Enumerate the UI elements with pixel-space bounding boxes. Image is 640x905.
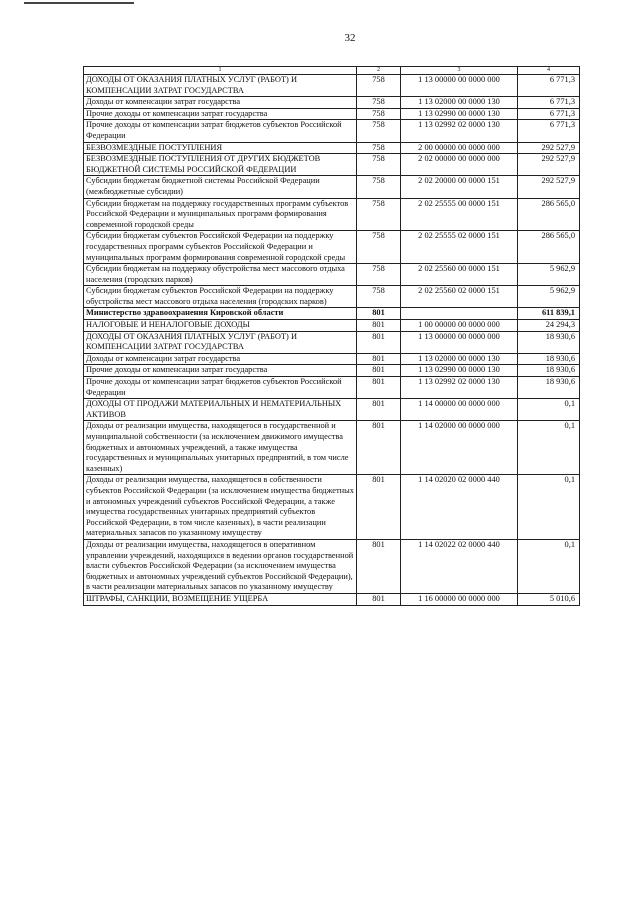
cell-amount: 0,1 xyxy=(518,539,580,593)
cell-amount: 6 771,3 xyxy=(518,97,580,109)
cell-admin-code: 801 xyxy=(357,475,401,540)
table-row xyxy=(84,308,580,320)
cell-name: Субсидии бюджетам на поддержку обустройства мест массового отдыха населения (городских парков) xyxy=(84,264,357,286)
cell-budget-code: 2 02 25560 00 0000 151 xyxy=(401,264,518,286)
cell-admin-code: 801 xyxy=(357,377,401,399)
cell-name: Прочие доходы от компенсации затрат государства xyxy=(84,108,357,120)
cell-amount: 18 930,6 xyxy=(518,353,580,365)
cell-name: ДОХОДЫ ОТ ОКАЗАНИЯ ПЛАТНЫХ УСЛУГ (РАБОТ) И КОМПЕНСАЦИИ ЗАТРАТ ГОСУДАРСТВА xyxy=(84,75,357,97)
table-row xyxy=(84,320,580,332)
cell-admin-code: 758 xyxy=(357,97,401,109)
table-row xyxy=(84,365,580,377)
cell-admin-code: 801 xyxy=(357,399,401,421)
cell-admin-code: 801 xyxy=(357,308,401,320)
header-col-4: 4 xyxy=(518,67,580,75)
cell-amount: 5 962,9 xyxy=(518,286,580,308)
table-row xyxy=(84,142,580,154)
cell-admin-code: 801 xyxy=(357,593,401,605)
table-row xyxy=(84,286,580,308)
table-row xyxy=(84,108,580,120)
cell-amount: 24 294,3 xyxy=(518,320,580,332)
cell-admin-code: 801 xyxy=(357,320,401,332)
cell-name: Субсидии бюджетам субъектов Российской Федерации на поддержку государственных программ субъектов Российской Федерации и муниципальных программ формирования современной городской среды xyxy=(84,231,357,264)
table-row xyxy=(84,231,580,264)
cell-name: Доходы от компенсации затрат государства xyxy=(84,353,357,365)
cell-amount: 5 962,9 xyxy=(518,264,580,286)
cell-name: Прочие доходы от компенсации затрат бюджетов субъектов Российской Федерации xyxy=(84,377,357,399)
cell-budget-code: 2 02 00000 00 0000 000 xyxy=(401,154,518,176)
table-row xyxy=(84,198,580,231)
cell-name: Прочие доходы от компенсации затрат бюджетов субъектов Российской Федерации xyxy=(84,120,357,142)
cell-amount: 286 565,0 xyxy=(518,198,580,231)
table-row xyxy=(84,75,580,97)
cell-budget-code: 1 13 02990 00 0000 130 xyxy=(401,108,518,120)
cell-name: Прочие доходы от компенсации затрат государства xyxy=(84,365,357,377)
cell-admin-code: 758 xyxy=(357,231,401,264)
cell-admin-code: 758 xyxy=(357,154,401,176)
cell-budget-code: 1 14 02000 00 0000 000 xyxy=(401,421,518,475)
cell-amount: 0,1 xyxy=(518,421,580,475)
table-row xyxy=(84,97,580,109)
table-row xyxy=(84,475,580,540)
cell-budget-code: 1 13 00000 00 0000 000 xyxy=(401,331,518,353)
table-row xyxy=(84,539,580,593)
cell-budget-code: 1 13 02992 02 0000 130 xyxy=(401,377,518,399)
cell-amount: 18 930,6 xyxy=(518,377,580,399)
cell-admin-code: 758 xyxy=(357,75,401,97)
top-rule xyxy=(24,2,134,4)
cell-name: Доходы от реализации имущества, находящегося в государственной и муниципальной собственности (за исключением движимого имущества бюджетных и автономных учреждений, а также имущества государственных и муниципальных унитарных предприятий, в том числе казенных) xyxy=(84,421,357,475)
cell-name: БЕЗВОЗМЕЗДНЫЕ ПОСТУПЛЕНИЯ ОТ ДРУГИХ БЮДЖЕТОВ БЮДЖЕТНОЙ СИСТЕМЫ РОССИЙСКОЙ ФЕДЕРАЦИИ xyxy=(84,154,357,176)
cell-admin-code: 758 xyxy=(357,198,401,231)
table-row xyxy=(84,154,580,176)
cell-budget-code: 2 02 25555 00 0000 151 xyxy=(401,198,518,231)
cell-name: Доходы от компенсации затрат государства xyxy=(84,97,357,109)
cell-budget-code: 1 14 02022 02 0000 440 xyxy=(401,539,518,593)
cell-budget-code: 1 14 00000 00 0000 000 xyxy=(401,399,518,421)
cell-amount: 18 930,6 xyxy=(518,331,580,353)
table-row xyxy=(84,353,580,365)
cell-admin-code: 801 xyxy=(357,353,401,365)
cell-name: ДОХОДЫ ОТ ОКАЗАНИЯ ПЛАТНЫХ УСЛУГ (РАБОТ) И КОМПЕНСАЦИИ ЗАТРАТ ГОСУДАРСТВА xyxy=(84,331,357,353)
cell-budget-code: 1 13 02990 00 0000 130 xyxy=(401,365,518,377)
cell-budget-code: 2 00 00000 00 0000 000 xyxy=(401,142,518,154)
cell-amount: 18 930,6 xyxy=(518,365,580,377)
header-col-3: 3 xyxy=(401,67,518,75)
table-row xyxy=(84,176,580,198)
table-row xyxy=(84,421,580,475)
cell-admin-code: 758 xyxy=(357,108,401,120)
cell-name: НАЛОГОВЫЕ И НЕНАЛОГОВЫЕ ДОХОДЫ xyxy=(84,320,357,332)
table-row xyxy=(84,593,580,605)
cell-budget-code: 1 13 02000 00 0000 130 xyxy=(401,97,518,109)
cell-amount: 611 839,1 xyxy=(518,308,580,320)
revenue-table xyxy=(83,66,580,606)
cell-amount: 6 771,3 xyxy=(518,108,580,120)
cell-admin-code: 758 xyxy=(357,120,401,142)
cell-amount: 286 565,0 xyxy=(518,231,580,264)
cell-name: Субсидии бюджетам на поддержку государственных программ субъектов Российской Федерации и муниципальных программ формирования современной городской среды xyxy=(84,198,357,231)
header-col-1: 1 xyxy=(84,67,357,75)
table-row xyxy=(84,399,580,421)
cell-budget-code: 1 13 02992 02 0000 130 xyxy=(401,120,518,142)
cell-name: БЕЗВОЗМЕЗДНЫЕ ПОСТУПЛЕНИЯ xyxy=(84,142,357,154)
cell-amount: 0,1 xyxy=(518,399,580,421)
cell-budget-code: 2 02 20000 00 0000 151 xyxy=(401,176,518,198)
cell-budget-code xyxy=(401,308,518,320)
cell-name: Субсидии бюджетам бюджетной системы Российской Федерации (межбюджетные субсидии) xyxy=(84,176,357,198)
cell-amount: 292 527,9 xyxy=(518,142,580,154)
cell-amount: 292 527,9 xyxy=(518,176,580,198)
cell-name: ШТРАФЫ, САНКЦИИ, ВОЗМЕЩЕНИЕ УЩЕРБА xyxy=(84,593,357,605)
cell-amount: 6 771,3 xyxy=(518,75,580,97)
cell-admin-code: 801 xyxy=(357,539,401,593)
cell-amount: 292 527,9 xyxy=(518,154,580,176)
cell-admin-code: 758 xyxy=(357,264,401,286)
cell-admin-code: 801 xyxy=(357,331,401,353)
cell-name: Доходы от реализации имущества, находящегося в оперативном управлении учреждений, находящихся в ведении органов государственной власти субъектов Российской Федерации (за исключением имущества бюджетных и автономных учреждений субъектов Российской Федерации), в части реализации материальных запасов по указанному имуществу xyxy=(84,539,357,593)
cell-budget-code: 1 16 00000 00 0000 000 xyxy=(401,593,518,605)
cell-amount: 6 771,3 xyxy=(518,120,580,142)
table-row xyxy=(84,331,580,353)
cell-admin-code: 758 xyxy=(357,142,401,154)
table-row xyxy=(84,377,580,399)
cell-name: Субсидии бюджетам субъектов Российской Федерации на поддержку обустройства мест массового отдыха населения (городских парков) xyxy=(84,286,357,308)
cell-name: Доходы от реализации имущества, находящегося в собственности субъектов Российской Федерации (за исключением имущества бюджетных и автономных учреждений субъектов Российской Федерации, а также имущества государственных унитарных предприятий субъектов Российской Федерации, в том числе казенных), в части реализации материальных запасов по указанному имуществу xyxy=(84,475,357,540)
table-row xyxy=(84,264,580,286)
cell-budget-code: 1 13 00000 00 0000 000 xyxy=(401,75,518,97)
cell-admin-code: 801 xyxy=(357,365,401,377)
page-number: 32 xyxy=(344,32,356,44)
table-header-row xyxy=(84,67,580,75)
cell-admin-code: 758 xyxy=(357,176,401,198)
cell-admin-code: 758 xyxy=(357,286,401,308)
cell-name: Министерство здравоохранения Кировской области xyxy=(84,308,357,320)
cell-budget-code: 2 02 25560 02 0000 151 xyxy=(401,286,518,308)
cell-amount: 5 010,6 xyxy=(518,593,580,605)
cell-name: ДОХОДЫ ОТ ПРОДАЖИ МАТЕРИАЛЬНЫХ И НЕМАТЕРИАЛЬНЫХ АКТИВОВ xyxy=(84,399,357,421)
cell-budget-code: 2 02 25555 02 0000 151 xyxy=(401,231,518,264)
cell-budget-code: 1 13 02000 00 0000 130 xyxy=(401,353,518,365)
header-col-2: 2 xyxy=(357,67,401,75)
cell-budget-code: 1 00 00000 00 0000 000 xyxy=(401,320,518,332)
cell-amount: 0,1 xyxy=(518,475,580,540)
table-row xyxy=(84,120,580,142)
cell-budget-code: 1 14 02020 02 0000 440 xyxy=(401,475,518,540)
cell-admin-code: 801 xyxy=(357,421,401,475)
